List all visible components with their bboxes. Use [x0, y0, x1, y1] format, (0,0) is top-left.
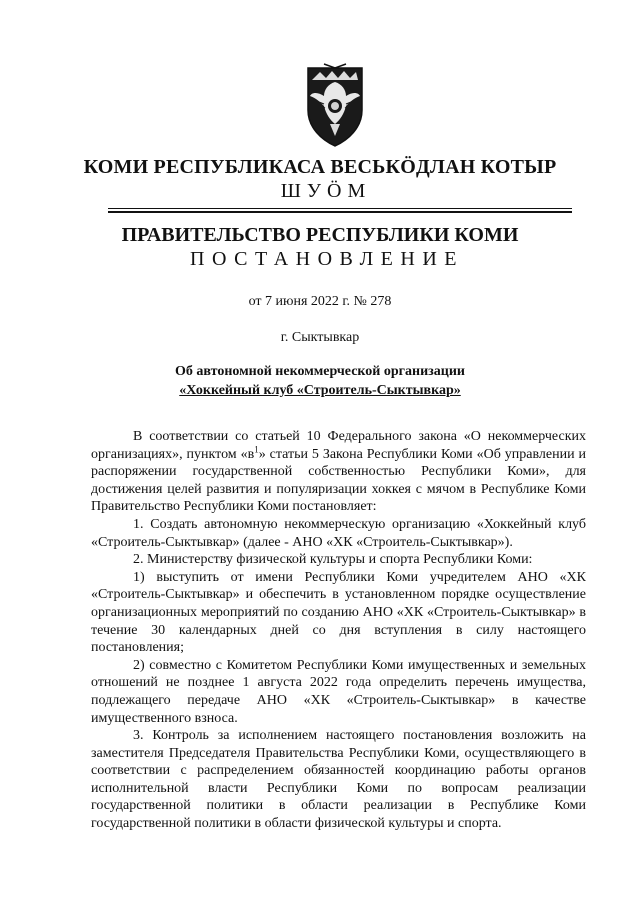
komi-coat-of-arms-emblem — [300, 62, 370, 148]
body-paragraph-2: 2. Министерству физической культуры и спорта Республики Коми: — [133, 552, 533, 568]
body-paragraph-3: 3. Контроль за исполнением настоящего постановления возложить на заместителя Председателя Правительства Республики Коми, осуществляющего в соответствии с распределением обязанностей координацию работы органов исполнительной власти Республики Коми по вопросам реализации государственной политики в области реализации в Республике Коми государственной политики в области физической культуры и спорта. — [91, 728, 586, 832]
ru-document-type: ПОСТАНОВЛЕНИЕ — [190, 248, 464, 270]
header-divider-thin — [108, 208, 572, 209]
document-body — [91, 428, 586, 833]
body-paragraph-preamble — [91, 428, 586, 516]
body-paragraph-2-1: 1) выступить от имени Республики Коми учредителем АНО «ХК «Строитель-Сыктывкар» и обеспечить в установленном порядке осуществление организационных мероприятий по созданию АНО «ХК «Строитель-Сыктывкар» в течение 30 календарных дней со дня вступления в силу настоящего постановления; — [91, 569, 586, 656]
body-paragraph-1: 1. Создать автономную некоммерческую организацию «Хоккейный клуб «Строитель-Сыктывкар» (далее - АНО «ХК «Строитель-Сыктывкар»). — [91, 516, 586, 550]
komi-government-title: КОМИ РЕСПУБЛИКАСА ВЕСЬКӦДЛАН КОТЫР — [83, 156, 557, 178]
komi-document-type: ШУӦМ — [280, 180, 372, 202]
preamble-text-a: В соответствии со статьей 10 Федерального закона «О некоммерческих организациях», пунктом «в — [91, 429, 586, 462]
preamble-superscript: 1 — [254, 443, 259, 454]
document-heading-line2: «Хоккейный клуб «Строитель-Сыктывкар» — [179, 383, 461, 398]
document-heading-line1: Об автономной некоммерческой организации — [175, 364, 465, 379]
ru-government-title: ПРАВИТЕЛЬСТВО РЕСПУБЛИКИ КОМИ — [121, 224, 519, 246]
document-city: г. Сыктывкар — [280, 330, 360, 345]
document-date-number: от 7 июня 2022 г. № 278 — [248, 294, 392, 309]
body-paragraph-2-2: 2) совместно с Комитетом Республики Коми имущественных и земельных отношений не позднее 1 августа 2022 года определить перечень имущества, подлежащего передаче АНО «ХК «Строитель-Сыктывкар» в качестве имущественного взноса. — [91, 657, 586, 726]
preamble-text-b: » статьи 5 Закона Республики Коми «Об управлении и распоряжении государственной собственностью Республики Коми», для достижения целей развития и популяризации хоккея с мячом в Республике Коми Правительство Республики Коми постановляет: — [91, 446, 586, 515]
header-divider-thick — [108, 211, 572, 213]
